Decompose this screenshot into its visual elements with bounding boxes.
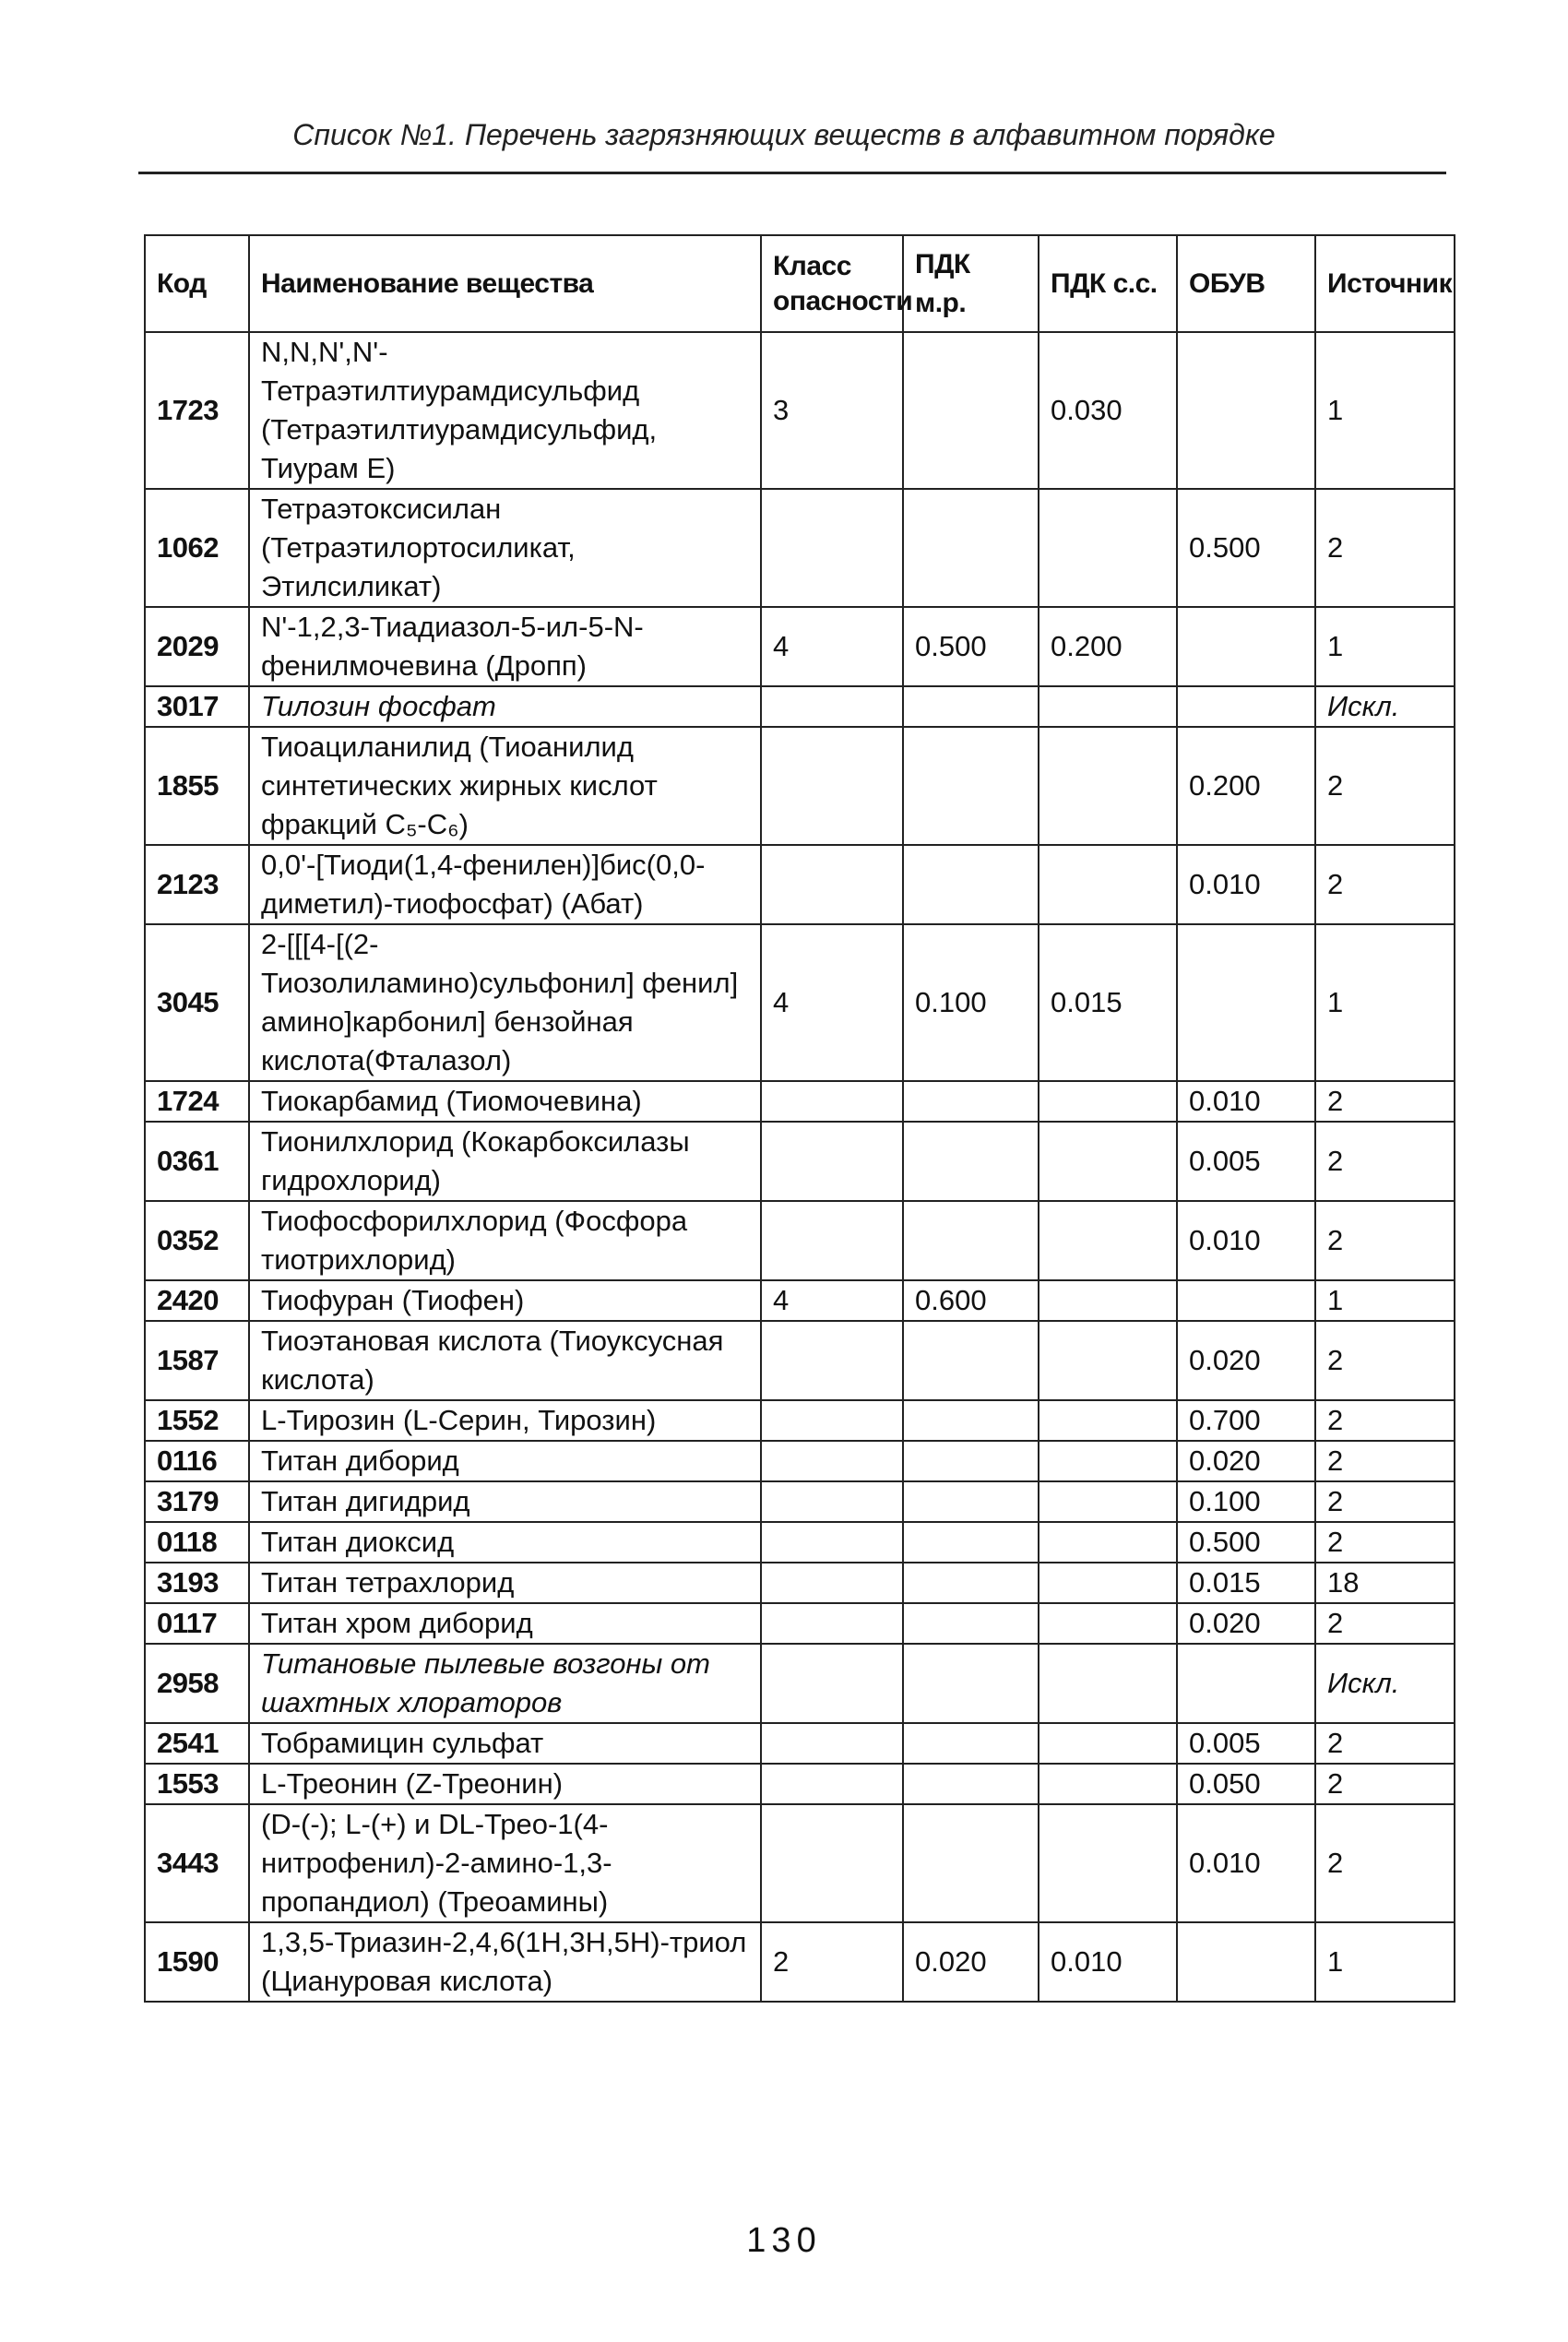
table-row [145, 1321, 1455, 1400]
table-row [145, 1522, 1455, 1563]
cell-code: 1724 [145, 1081, 249, 1122]
cell-pdk-ss [1039, 1764, 1177, 1804]
cell-name: Титан хром диборид [249, 1603, 761, 1644]
table-row [145, 1201, 1455, 1280]
cell-pdk-ss [1039, 1481, 1177, 1522]
cell-obuv [1177, 607, 1315, 686]
cell-source: 2 [1315, 1122, 1455, 1201]
table-body [145, 332, 1455, 2002]
cell-name: Тиоациланилид (Тиоанилид синтетических жирных кислот фракций C₅-C₆) [249, 727, 761, 845]
cell-source: 1 [1315, 607, 1455, 686]
cell-source: 1 [1315, 924, 1455, 1081]
cell-source: 18 [1315, 1563, 1455, 1603]
cell-pdk-ss [1039, 1441, 1177, 1481]
cell-name: Титан диоксид [249, 1522, 761, 1563]
cell-pdk-mr: 0.100 [903, 924, 1039, 1081]
cell-code: 1723 [145, 332, 249, 489]
table-row [145, 1081, 1455, 1122]
cell-code: 0117 [145, 1603, 249, 1644]
cell-pdk-ss [1039, 1563, 1177, 1603]
cell-name: N'-1,2,3-Тиадиазол-5-ил-5-N-фенилмочевина (Дропп) [249, 607, 761, 686]
cell-code: 0116 [145, 1441, 249, 1481]
table-row [145, 332, 1455, 489]
cell-name: (D-(-); L-(+) и DL-Трео-1(4-нитрофенил)-2-амино-1,3-пропандиол) (Треоамины) [249, 1804, 761, 1922]
cell-code: 0118 [145, 1522, 249, 1563]
cell-name: Титан дигидрид [249, 1481, 761, 1522]
cell-pdk-mr [903, 845, 1039, 924]
cell-pdk-mr [903, 1804, 1039, 1922]
cell-code: 0352 [145, 1201, 249, 1280]
cell-pdk-ss [1039, 1522, 1177, 1563]
column-header-source: Источник [1315, 235, 1455, 332]
table-row [145, 1603, 1455, 1644]
cell-code: 2029 [145, 607, 249, 686]
cell-obuv: 0.020 [1177, 1321, 1315, 1400]
cell-hazard-class [761, 1081, 903, 1122]
cell-pdk-mr [903, 1201, 1039, 1280]
table-row [145, 1922, 1455, 2002]
cell-pdk-ss: 0.200 [1039, 607, 1177, 686]
cell-hazard-class [761, 1481, 903, 1522]
cell-obuv [1177, 332, 1315, 489]
cell-pdk-mr [903, 686, 1039, 727]
cell-code: 2123 [145, 845, 249, 924]
cell-obuv: 0.020 [1177, 1441, 1315, 1481]
cell-pdk-mr [903, 1723, 1039, 1764]
cell-pdk-mr [903, 1603, 1039, 1644]
cell-pdk-ss [1039, 686, 1177, 727]
cell-pdk-mr [903, 332, 1039, 489]
cell-source: 2 [1315, 1603, 1455, 1644]
cell-code: 1553 [145, 1764, 249, 1804]
table-row [145, 1481, 1455, 1522]
cell-hazard-class [761, 1644, 903, 1723]
cell-name: Тиоэтановая кислота (Тиоуксусная кислота) [249, 1321, 761, 1400]
cell-pdk-ss: 0.030 [1039, 332, 1177, 489]
cell-name: 0,0'-[Тиоди(1,4-фенилен)]бис(0,0-диметил)-тиофосфат) (Абат) [249, 845, 761, 924]
cell-obuv [1177, 1280, 1315, 1321]
cell-hazard-class [761, 686, 903, 727]
cell-obuv: 0.010 [1177, 1804, 1315, 1922]
cell-obuv: 0.015 [1177, 1563, 1315, 1603]
table-row [145, 1764, 1455, 1804]
cell-hazard-class [761, 845, 903, 924]
table-header-row [145, 235, 1455, 332]
cell-code: 3443 [145, 1804, 249, 1922]
cell-pdk-ss [1039, 1081, 1177, 1122]
cell-pdk-mr [903, 1081, 1039, 1122]
cell-hazard-class [761, 1441, 903, 1481]
cell-pdk-mr: 0.020 [903, 1922, 1039, 2002]
cell-code: 2958 [145, 1644, 249, 1723]
cell-pdk-mr [903, 1122, 1039, 1201]
column-header-name: Наименование вещества [249, 235, 761, 332]
cell-name: Тетраэтоксисилан (Тетраэтилортосиликат, Этилсиликат) [249, 489, 761, 607]
cell-source: 2 [1315, 1481, 1455, 1522]
cell-code: 2420 [145, 1280, 249, 1321]
cell-pdk-mr [903, 1563, 1039, 1603]
cell-source: 2 [1315, 489, 1455, 607]
cell-code: 2541 [145, 1723, 249, 1764]
cell-obuv [1177, 924, 1315, 1081]
cell-name: L-Тирозин (L-Серин, Тирозин) [249, 1400, 761, 1441]
cell-source: 2 [1315, 1804, 1455, 1922]
cell-source: Искл. [1315, 686, 1455, 727]
cell-pdk-ss [1039, 1723, 1177, 1764]
cell-hazard-class: 4 [761, 1280, 903, 1321]
table-row [145, 924, 1455, 1081]
cell-pdk-ss [1039, 1804, 1177, 1922]
cell-pdk-mr [903, 1522, 1039, 1563]
cell-code: 1587 [145, 1321, 249, 1400]
table-row [145, 1400, 1455, 1441]
cell-name: N,N,N',N'-Тетраэтилтиурамдисульфид (Тетраэтилтиурамдисульфид, Тиурам Е) [249, 332, 761, 489]
table-row [145, 1644, 1455, 1723]
cell-hazard-class: 4 [761, 924, 903, 1081]
cell-pdk-ss: 0.010 [1039, 1922, 1177, 2002]
table-row [145, 607, 1455, 686]
cell-hazard-class [761, 1764, 903, 1804]
cell-code: 1855 [145, 727, 249, 845]
cell-pdk-ss [1039, 1280, 1177, 1321]
cell-name: 1,3,5-Триазин-2,4,6(1H,3H,5H)-триол (Циануровая кислота) [249, 1922, 761, 2002]
cell-pdk-ss: 0.015 [1039, 924, 1177, 1081]
cell-hazard-class: 3 [761, 332, 903, 489]
cell-source: 1 [1315, 1922, 1455, 2002]
cell-obuv [1177, 1644, 1315, 1723]
table-row [145, 845, 1455, 924]
cell-pdk-mr [903, 1321, 1039, 1400]
cell-pdk-ss [1039, 1400, 1177, 1441]
cell-pdk-mr: 0.600 [903, 1280, 1039, 1321]
cell-obuv: 0.200 [1177, 727, 1315, 845]
page-number: 130 [746, 2221, 822, 2260]
cell-name: Тобрамицин сульфат [249, 1723, 761, 1764]
cell-hazard-class [761, 1804, 903, 1922]
cell-source: 2 [1315, 1441, 1455, 1481]
page-header-title: Список №1. Перечень загрязняющих веществ в алфавитном порядке [292, 118, 1276, 151]
cell-obuv: 0.700 [1177, 1400, 1315, 1441]
cell-hazard-class [761, 1522, 903, 1563]
cell-source: 2 [1315, 1400, 1455, 1441]
cell-obuv: 0.005 [1177, 1122, 1315, 1201]
cell-source: 2 [1315, 727, 1455, 845]
cell-code: 3017 [145, 686, 249, 727]
cell-code: 1590 [145, 1922, 249, 2002]
cell-obuv: 0.020 [1177, 1603, 1315, 1644]
cell-pdk-ss [1039, 489, 1177, 607]
cell-code: 3193 [145, 1563, 249, 1603]
cell-obuv: 0.500 [1177, 489, 1315, 607]
cell-hazard-class [761, 1122, 903, 1201]
cell-pdk-ss [1039, 1321, 1177, 1400]
cell-pdk-mr [903, 727, 1039, 845]
cell-name: Титановые пылевые возгоны от шахтных хлораторов [249, 1644, 761, 1723]
header-divider [138, 172, 1446, 174]
cell-obuv: 0.005 [1177, 1723, 1315, 1764]
cell-obuv [1177, 686, 1315, 727]
cell-pdk-ss [1039, 727, 1177, 845]
cell-obuv [1177, 1922, 1315, 2002]
cell-source: 2 [1315, 1764, 1455, 1804]
cell-obuv: 0.500 [1177, 1522, 1315, 1563]
cell-pdk-mr [903, 1441, 1039, 1481]
cell-source: 2 [1315, 1723, 1455, 1764]
substances-table [144, 234, 1455, 2003]
cell-pdk-ss [1039, 1644, 1177, 1723]
cell-name: 2-[[[4-[(2-Тиозолиламино)сульфонил] фенил] амино]карбонил] бензойная кислота(Фталазол) [249, 924, 761, 1081]
cell-hazard-class [761, 1321, 903, 1400]
column-header-obuv: ОБУВ [1177, 235, 1315, 332]
cell-hazard-class: 2 [761, 1922, 903, 2002]
table-row [145, 1441, 1455, 1481]
cell-code: 1552 [145, 1400, 249, 1441]
cell-pdk-ss [1039, 845, 1177, 924]
cell-source: 2 [1315, 1321, 1455, 1400]
cell-source: 1 [1315, 332, 1455, 489]
column-header-pdk-mr: ПДК м.р. [903, 235, 1039, 332]
cell-pdk-ss [1039, 1122, 1177, 1201]
cell-pdk-mr [903, 489, 1039, 607]
table-row [145, 1122, 1455, 1201]
column-header-pdk-ss: ПДК с.с. [1039, 235, 1177, 332]
cell-name: Тилозин фосфат [249, 686, 761, 727]
cell-hazard-class [761, 727, 903, 845]
table-row [145, 1804, 1455, 1922]
cell-code: 0361 [145, 1122, 249, 1201]
cell-obuv: 0.010 [1177, 1201, 1315, 1280]
cell-pdk-mr: 0.500 [903, 607, 1039, 686]
cell-obuv: 0.050 [1177, 1764, 1315, 1804]
cell-pdk-ss [1039, 1201, 1177, 1280]
cell-pdk-mr [903, 1764, 1039, 1804]
cell-source: 2 [1315, 1201, 1455, 1280]
cell-source: 2 [1315, 1081, 1455, 1122]
cell-hazard-class [761, 1723, 903, 1764]
cell-pdk-ss [1039, 1603, 1177, 1644]
cell-source: 2 [1315, 845, 1455, 924]
cell-hazard-class: 4 [761, 607, 903, 686]
cell-name: Тиофосфорилхлорид (Фосфора тиотрихлорид) [249, 1201, 761, 1280]
cell-pdk-mr [903, 1400, 1039, 1441]
cell-code: 1062 [145, 489, 249, 607]
cell-name: Титан тетрахлорид [249, 1563, 761, 1603]
cell-pdk-mr [903, 1644, 1039, 1723]
cell-name: Тионилхлорид (Кокарбоксилазы гидрохлорид) [249, 1122, 761, 1201]
cell-name: Тиофуран (Тиофен) [249, 1280, 761, 1321]
column-header-code: Код [145, 235, 249, 332]
cell-obuv: 0.100 [1177, 1481, 1315, 1522]
table-row [145, 1563, 1455, 1603]
table-row [145, 727, 1455, 845]
cell-code: 3045 [145, 924, 249, 1081]
cell-source: 2 [1315, 1522, 1455, 1563]
cell-hazard-class [761, 1563, 903, 1603]
cell-hazard-class [761, 1201, 903, 1280]
cell-obuv: 0.010 [1177, 845, 1315, 924]
table-row [145, 1280, 1455, 1321]
table-row [145, 489, 1455, 607]
table-row [145, 1723, 1455, 1764]
table-row [145, 686, 1455, 727]
cell-code: 3179 [145, 1481, 249, 1522]
cell-hazard-class [761, 1400, 903, 1441]
cell-hazard-class [761, 489, 903, 607]
cell-hazard-class [761, 1603, 903, 1644]
cell-obuv: 0.010 [1177, 1081, 1315, 1122]
cell-source: 1 [1315, 1280, 1455, 1321]
cell-source: Искл. [1315, 1644, 1455, 1723]
cell-name: L-Треонин (Z-Треонин) [249, 1764, 761, 1804]
cell-name: Титан диборид [249, 1441, 761, 1481]
cell-pdk-mr [903, 1481, 1039, 1522]
cell-name: Тиокарбамид (Тиомочевина) [249, 1081, 761, 1122]
column-header-hazard-class: Класс опасности [761, 235, 903, 332]
